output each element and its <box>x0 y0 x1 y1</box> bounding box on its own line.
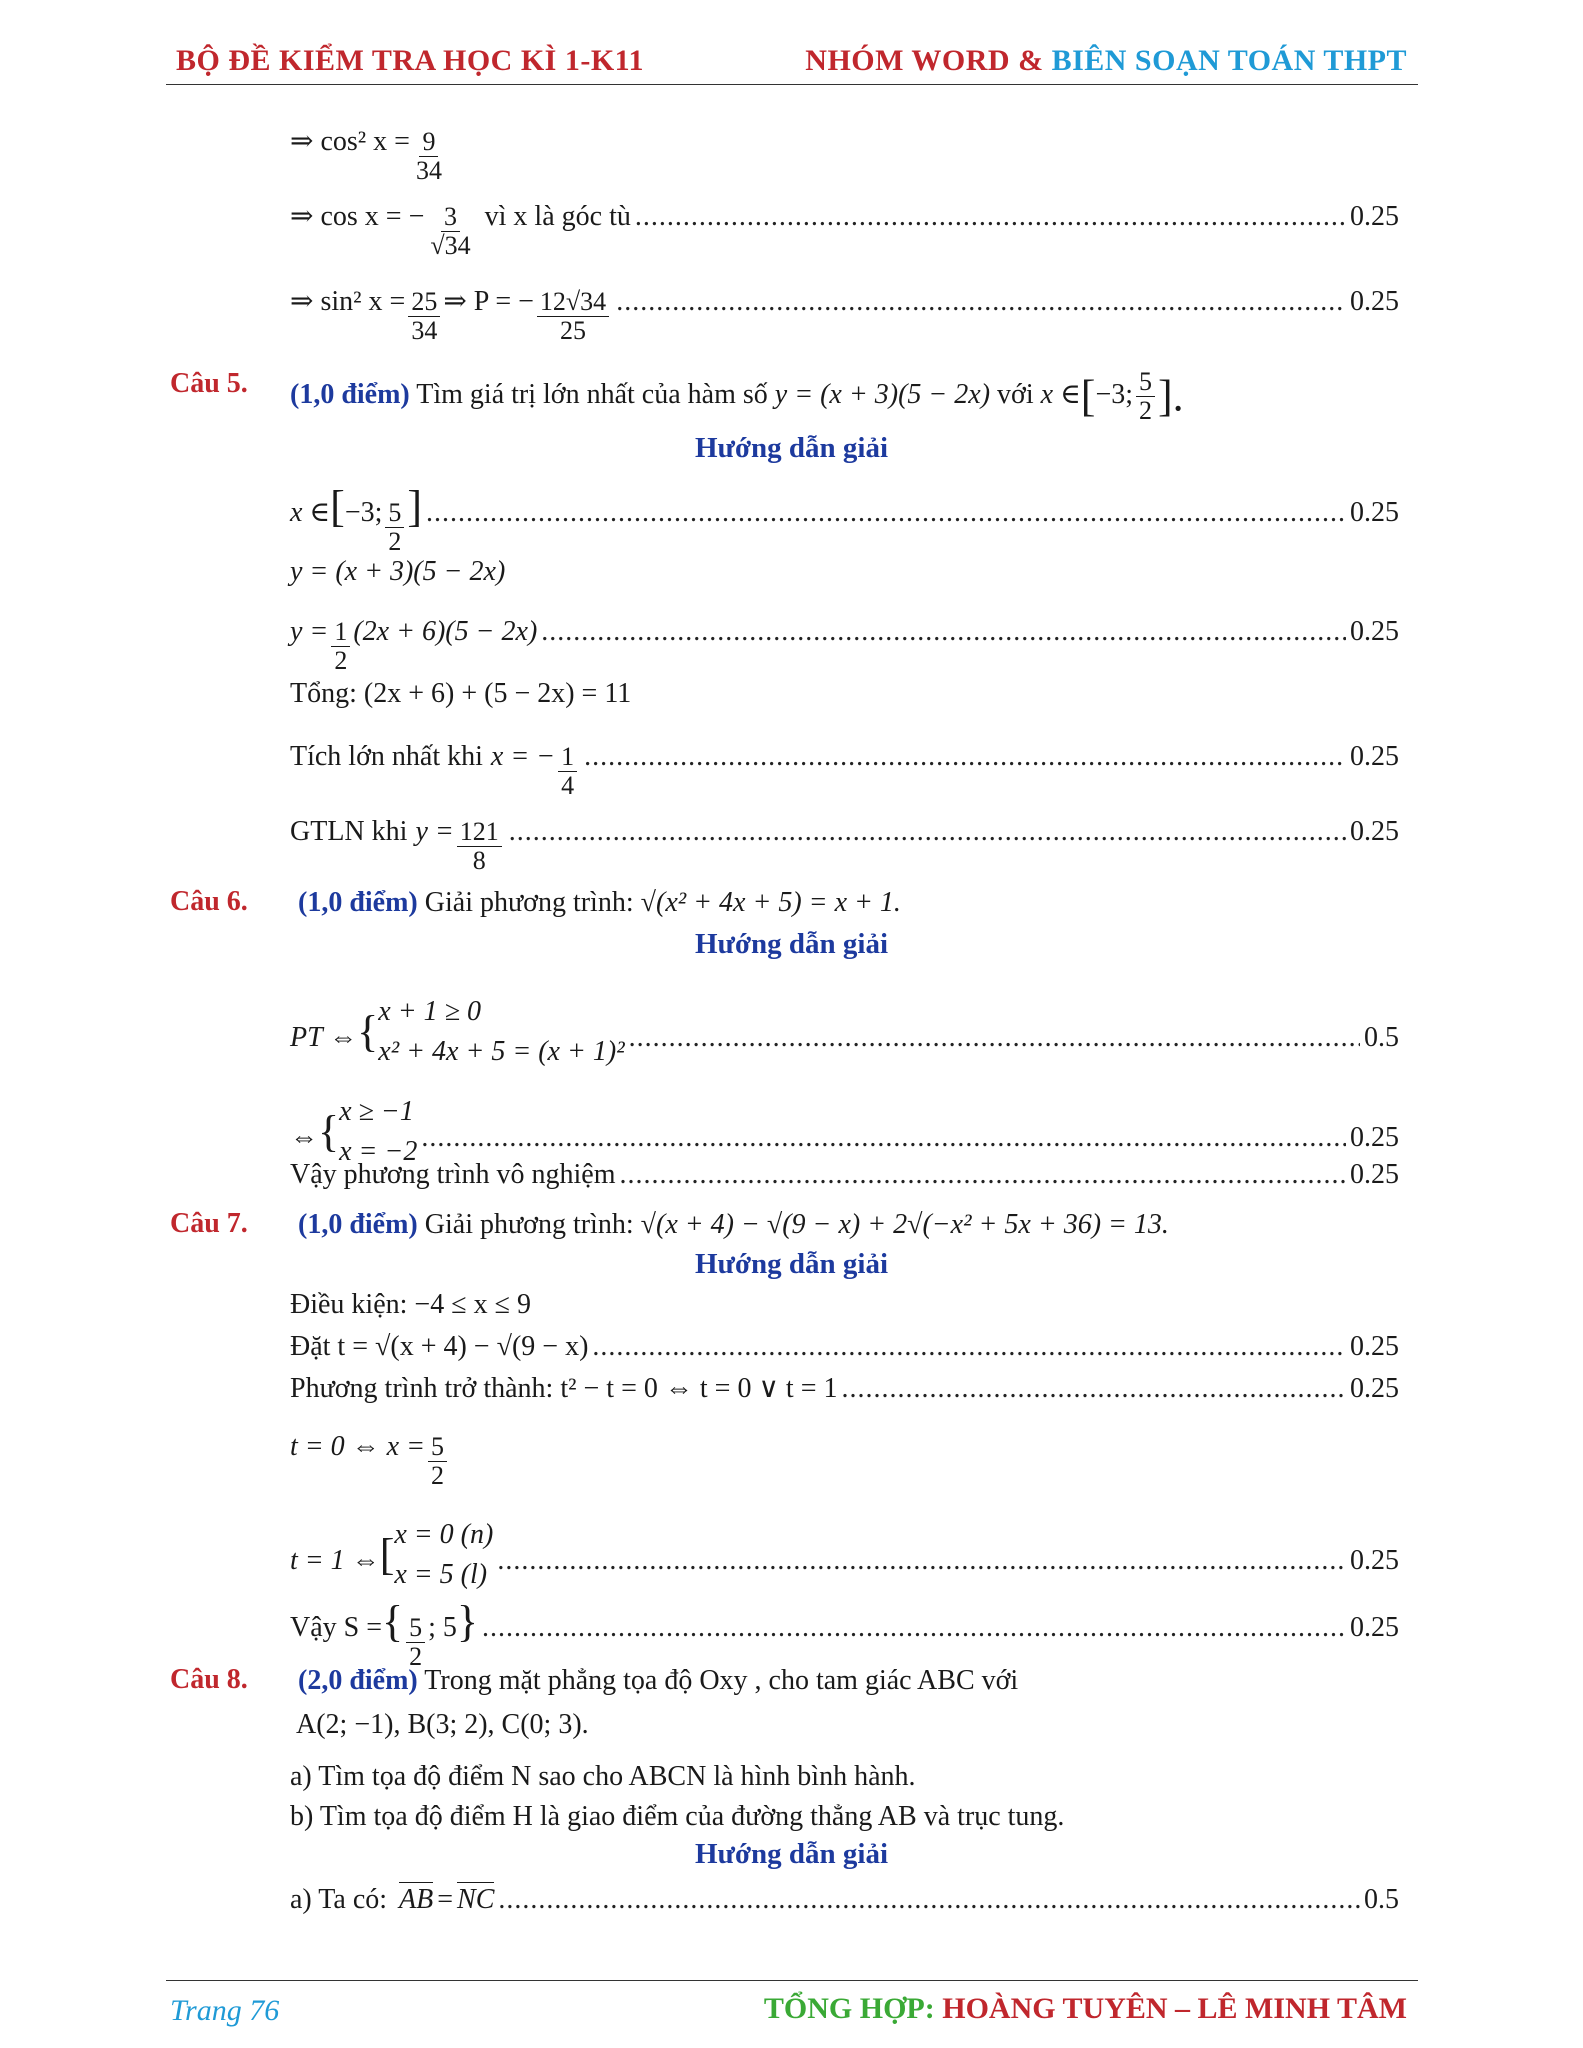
q7-step-2 <box>290 1330 1399 1364</box>
q7-label: Câu 7. <box>170 1208 248 1239</box>
q6-s3: Vậy phương trình vô nghiệm <box>290 1159 616 1190</box>
q5-s3-post: (2x + 6)(5 − 2x) <box>353 616 538 647</box>
leader-dots <box>426 496 1346 530</box>
fraction-numerator: 5 <box>406 1614 425 1643</box>
score: 0.25 <box>1350 1545 1399 1576</box>
leader-dots <box>421 1121 1346 1155</box>
q8-step-1 <box>290 1882 1399 1917</box>
fraction-denominator: √34 <box>430 231 471 260</box>
q7-s6-fraction <box>406 1614 425 1671</box>
q5-guide-heading: Hướng dẫn giải <box>694 432 889 464</box>
q5-s1-open-bracket: [ <box>330 482 345 531</box>
q6-step-3 <box>290 1158 1399 1192</box>
q8-label: Câu 8. <box>170 1664 248 1695</box>
score: 0.25 <box>1350 1159 1399 1190</box>
q6-s2-brace: { <box>318 1107 340 1156</box>
footer-authors <box>764 1992 1407 2026</box>
fraction-numerator: 5 <box>428 1433 447 1462</box>
leader-dots <box>482 1611 1346 1645</box>
q7-s5-rows <box>394 1515 493 1595</box>
q5-s3-fraction <box>331 618 350 675</box>
q5-s2: y = (x + 3)(5 − 2x) <box>290 556 506 587</box>
fraction-denominator: 2 <box>431 1461 444 1490</box>
footer-label: TỔNG HỢP: <box>763 1992 935 2025</box>
q7-points: (1,0 điểm) <box>298 1209 418 1240</box>
leader-dots <box>498 1883 1360 1917</box>
q6-s2-pre: ⇔ <box>290 1122 318 1153</box>
q7-s5-bracket: [ <box>379 1530 395 1579</box>
q6-s1-brace: { <box>357 1007 379 1056</box>
score: 0.5 <box>1364 1884 1399 1915</box>
q7-step-3 <box>290 1372 1399 1406</box>
score: 0.25 <box>1350 816 1399 847</box>
q8-statement <box>298 1664 1018 1698</box>
fraction-denominator: 8 <box>472 846 486 875</box>
q5-step-6 <box>290 815 1399 875</box>
q8-guide-heading: Hướng dẫn giải <box>694 1838 889 1870</box>
q4-l2-text: ⇒ cos x = − <box>290 201 425 232</box>
leader-dots <box>584 740 1346 774</box>
leader-dots <box>635 200 1346 234</box>
leader-dots <box>592 1330 1346 1364</box>
q6-s1-pre: PT ⇔ <box>290 1022 358 1053</box>
header-group-part2: BIÊN SOẠN TOÁN THPT <box>1051 44 1407 77</box>
q6-label: Câu 6. <box>170 886 248 917</box>
q7-text: Giải phương trình: <box>424 1209 634 1240</box>
footer-rule <box>166 1980 1418 1981</box>
q8-s1-eq: = <box>437 1884 454 1915</box>
q7-step-5 <box>290 1515 1399 1595</box>
score: 0.25 <box>1350 286 1399 317</box>
q5-s1-pre: x ∈ <box>290 497 331 528</box>
q8-points: (2,0 điểm) <box>298 1665 418 1696</box>
header-group-name <box>805 44 1407 78</box>
q7-s5-row-2: x = 5 (l) <box>394 1559 488 1590</box>
leader-dots <box>616 285 1346 319</box>
q4-l3-implies: ⇒ P = − <box>443 286 534 317</box>
q5-s6-pre: GTLN khi <box>290 816 408 847</box>
q5-s5-pre: Tích lớn nhất khi <box>290 741 483 772</box>
q8-vector-nc: NC <box>457 1884 495 1915</box>
q7-s5-system <box>380 1515 494 1595</box>
q5-step-1 <box>290 482 1399 556</box>
fraction-numerator: 1 <box>558 743 577 772</box>
q6-points: (1,0 điểm) <box>298 887 418 918</box>
q7-s2: Đặt t = √(x + 4) − √(9 − x) <box>290 1331 589 1362</box>
header-title: BỘ ĐỀ KIỂM TRA HỌC KÌ 1-K11 <box>176 44 645 77</box>
q4-line-3 <box>290 285 1399 345</box>
q5-step-5 <box>290 740 1399 800</box>
score: 0.25 <box>1350 1122 1399 1153</box>
q4-l3-fraction-1 <box>408 288 440 345</box>
leader-dots <box>497 1544 1346 1578</box>
q6-s1-rows <box>378 992 624 1072</box>
q7-step-4 <box>290 1430 1399 1490</box>
leader-dots <box>842 1372 1346 1406</box>
q5-domain-open-bracket: [ <box>1080 371 1096 421</box>
q7-s6-post: ; 5 <box>428 1612 457 1643</box>
q5-step-3 <box>290 615 1399 675</box>
q5-s5-eq: x = − <box>490 741 556 772</box>
fraction-numerator: 12√34 <box>537 288 609 317</box>
fraction-denominator: 34 <box>415 156 442 185</box>
q4-line-2 <box>290 200 1399 260</box>
footer-names: HOÀNG TUYÊN – LÊ MINH TÂM <box>942 1992 1407 2025</box>
q5-domain-left: −3; <box>1095 378 1134 410</box>
q7-s6-pre: Vậy S = <box>290 1612 383 1643</box>
q7-s5-pre: t = 1 ⇔ <box>290 1545 380 1576</box>
q5-step-4 <box>290 677 1399 711</box>
q5-s1-fraction <box>385 499 404 556</box>
q7-statement <box>298 1208 1169 1242</box>
leader-dots <box>620 1158 1347 1192</box>
score: 0.5 <box>1364 1022 1399 1053</box>
fraction-numerator: 1 <box>331 618 350 647</box>
q7-step-6 <box>290 1597 1399 1671</box>
q5-domain-fraction <box>1136 368 1155 425</box>
fraction-numerator: 121 <box>457 818 502 847</box>
fraction-numerator: 25 <box>408 288 440 317</box>
q7-guide-heading: Hướng dẫn giải <box>694 1248 889 1280</box>
q4-l3-text: ⇒ sin² x = <box>290 286 406 317</box>
leader-dots <box>541 615 1346 649</box>
score: 0.25 <box>1350 201 1399 232</box>
q6-s2-row-2: x = −2 <box>339 1136 418 1167</box>
q5-s1-close-bracket: ] <box>407 482 423 531</box>
fraction-denominator: 2 <box>334 646 348 675</box>
header-group-part1: NHÓM WORD <box>805 44 1011 77</box>
fraction-denominator: 2 <box>409 1642 423 1671</box>
q7-step-1 <box>290 1288 1399 1322</box>
q7-s1: Điều kiện: −4 ≤ x ≤ 9 <box>290 1289 531 1320</box>
fraction-denominator: 25 <box>560 316 587 345</box>
q5-statement <box>290 368 1184 425</box>
q7-s5-row-1: x = 0 (n) <box>394 1519 494 1550</box>
q5-domain-close-bracket: ]. <box>1158 371 1184 421</box>
leader-dots <box>629 1021 1360 1055</box>
q6-s1-row-2: x² + 4x + 5 = (x + 1)² <box>378 1036 625 1067</box>
q5-points: (1,0 điểm) <box>290 378 410 410</box>
score: 0.25 <box>1350 497 1399 528</box>
fraction-denominator: 4 <box>561 771 575 800</box>
q6-step-1 <box>290 992 1399 1072</box>
q5-label: Câu 5. <box>170 368 248 399</box>
q7-formula: √(x + 4) − √(9 − x) + 2√(−x² + 5x + 36) = 13. <box>640 1209 1169 1240</box>
q6-guide-heading: Hướng dẫn giải <box>694 928 889 960</box>
q4-l2-fraction <box>427 203 473 260</box>
header-group-amp: & <box>1018 44 1044 77</box>
q8-vector-ab: AB <box>399 1884 434 1915</box>
q4-l3-fraction-2 <box>537 288 609 345</box>
fraction-numerator: 9 <box>419 128 438 157</box>
q4-l2-reason: vì x là góc tù <box>484 201 631 232</box>
q4-line-1 <box>290 125 1399 185</box>
q7-s6-open-brace: { <box>382 1597 404 1646</box>
page-number: Trang 76 <box>170 1994 280 2027</box>
fraction-numerator: 5 <box>385 499 404 528</box>
q5-step-2 <box>290 555 1399 589</box>
q6-s1-system <box>357 992 624 1072</box>
q6-formula: √(x² + 4x + 5) = x + 1. <box>640 887 901 918</box>
score: 0.25 <box>1350 1373 1399 1404</box>
q5-domain-pre: x ∈ <box>1040 378 1081 410</box>
q5-with: với <box>997 378 1034 410</box>
score: 0.25 <box>1350 1331 1399 1362</box>
q7-s6-close-brace: } <box>456 1597 479 1646</box>
q6-s2-row-1: x ≥ −1 <box>339 1096 414 1127</box>
q8-s1-pre: a) Ta có: <box>290 1884 388 1915</box>
fraction-denominator: 2 <box>1139 396 1153 425</box>
q8-part-a: a) Tìm tọa độ điểm N sao cho ABCN là hình bình hành. <box>290 1761 916 1792</box>
q8-coords: A(2; −1), B(3; 2), C(0; 3). <box>296 1709 589 1740</box>
q6-text: Giải phương trình: <box>424 887 634 918</box>
leader-dots <box>509 815 1346 849</box>
q5-s3-pre: y = <box>290 616 329 647</box>
fraction-numerator: 5 <box>1136 368 1155 397</box>
fraction-denominator: 34 <box>411 316 438 345</box>
score: 0.25 <box>1350 616 1399 647</box>
q5-s5-fraction <box>558 743 577 800</box>
fraction-denominator: 2 <box>388 527 402 556</box>
q5-s6-eq: y = <box>415 816 454 847</box>
q8-part-b: b) Tìm tọa độ điểm H là giao điểm của đường thẳng AB và trục tung. <box>290 1801 1065 1832</box>
q6-s1-row-1: x + 1 ≥ 0 <box>378 996 481 1027</box>
q5-text: Tìm giá trị lớn nhất của hàm số <box>416 378 768 410</box>
q5-formula: y = (x + 3)(5 − 2x) <box>774 378 991 410</box>
q5-s6-fraction <box>457 818 502 875</box>
q8-text: Trong mặt phẳng tọa độ Oxy , cho tam giác ABC với <box>424 1665 1019 1696</box>
q7-s4-pre: t = 0 ⇔ x = <box>290 1431 425 1462</box>
q6-statement <box>298 886 901 920</box>
q5-s4: Tổng: (2x + 6) + (5 − 2x) = 11 <box>290 678 632 709</box>
q7-s3: Phương trình trở thành: t² − t = 0 ⇔ t = 0 ∨ t = 1 <box>290 1373 838 1404</box>
q5-s1-left: −3; <box>344 497 383 528</box>
header-rule <box>166 84 1418 85</box>
q4-l1-text: ⇒ cos² x = <box>290 126 410 157</box>
fraction-numerator: 3 <box>441 203 460 232</box>
score: 0.25 <box>1350 1612 1399 1643</box>
q7-s4-fraction <box>428 1433 447 1490</box>
score: 0.25 <box>1350 741 1399 772</box>
q4-l1-fraction <box>413 128 445 185</box>
